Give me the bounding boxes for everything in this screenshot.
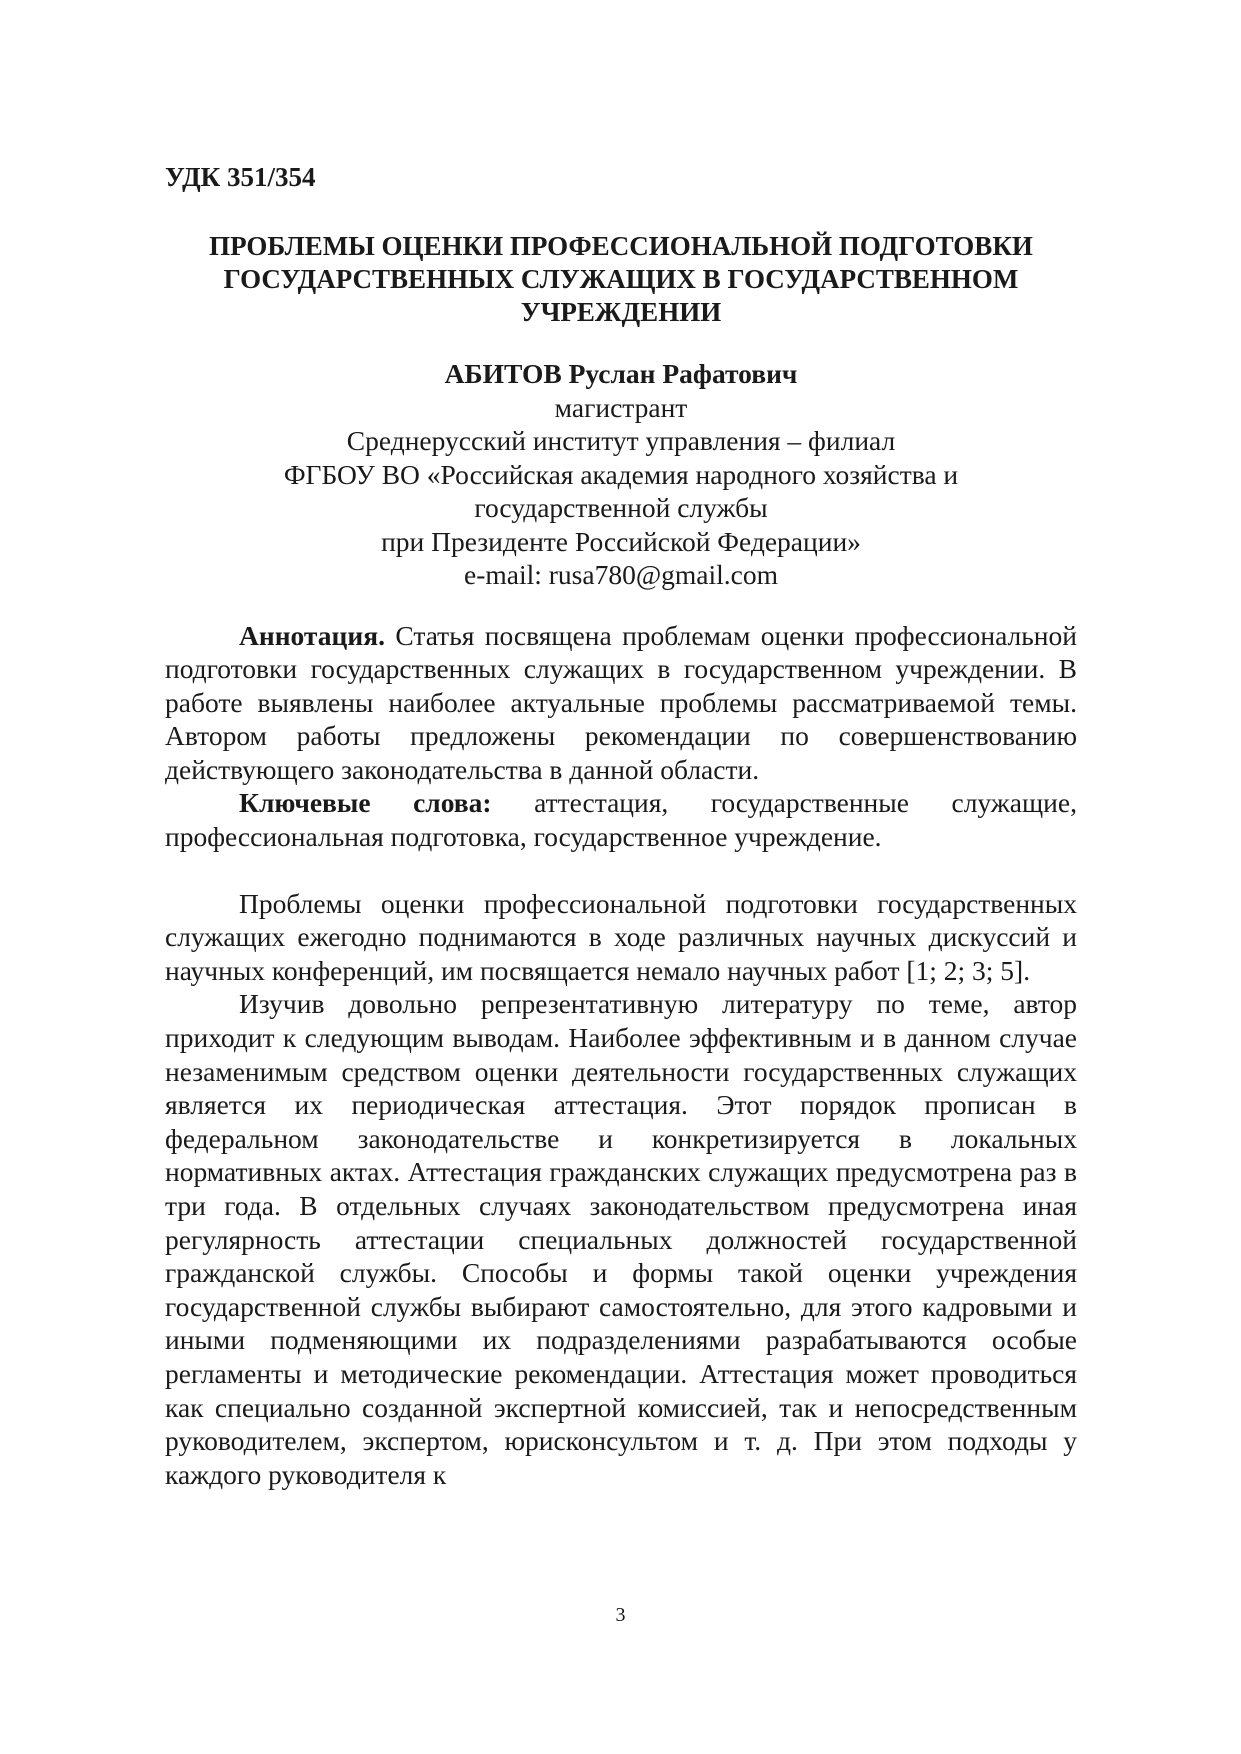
title-line-3: УЧРЕЖДЕНИИ (520, 297, 722, 327)
abstract-label: Аннотация. (239, 619, 385, 651)
document-page (165, 160, 1077, 1491)
body-paragraph-1: Проблемы оценки профессиональной подготовки государственных служащих ежегодно поднимаются в ходе различных научных дискуссий и научных конференций, им посвящается немало научных работ [1; 2; 3; 5]. (165, 887, 1077, 986)
keywords-text: аттестация, государственные служащие, профессиональная подготовка, государственное учреждение. (165, 787, 1077, 853)
abstract-text: Статья посвящена проблемам оценки профессиональной подготовки государственных служащих в государственном учреждении. В работе выявлены наиболее актуальные проблемы рассматриваемой темы. Автором работы предложены рекомендации по совершенствованию действующего законодательства в данной области. (165, 619, 1077, 785)
author-email: e-mail: rusa780@gmail.com (464, 559, 778, 590)
abstract (165, 619, 1077, 787)
affiliation-line-2: ФГБОУ ВО «Российская академия народного хозяйства и (283, 458, 959, 490)
author-name: АБИТОВ Руслан Рафатович (444, 358, 798, 389)
affiliation-line-1: Среднерусский институт управления – филиал (346, 425, 896, 456)
keywords-label: Ключевые слова: (239, 787, 492, 819)
affiliation-line-3: государственной службы (474, 492, 768, 523)
title-line-1: ПРОБЛЕМЫ ОЦЕНКИ ПРОФЕССИОНАЛЬНОЙ ПОДГОТОВКИ (209, 231, 1033, 261)
udk-code: УДК 351/354 (165, 162, 316, 192)
keywords (165, 786, 1077, 853)
section-spacer (165, 854, 1077, 887)
page-number: 3 (615, 1604, 626, 1626)
author-block (165, 357, 1077, 592)
author-position: магистрант (554, 391, 688, 423)
affiliation-line-4: при Президенте Российской Федерации» (381, 525, 861, 557)
title-line-2: ГОСУДАРСТВЕННЫХ СЛУЖАЩИХ В ГОСУДАРСТВЕННОМ (223, 264, 1019, 294)
body-paragraph-2: Изучив довольно репрезентативную литературу по теме, автор приходит к следующим выводам. Наиболее эффективным и в данном случае незаменимым средством оценки деятельности государственных служащих является их периодическая аттестация. Этот порядок прописан в федеральном законодательстве и конкретизируется в локальных нормативных актах. Аттестация гражданских служащих предусмотрена раз в три года. В отдельных случаях законодательством предусмотрена иная регулярность аттестации специальных должностей государственной гражданской службы. Способы и формы такой оценки учреждения государственной службы выбирают самостоятельно, для этого кадровыми и иными подменяющими их подразделениями разрабатываются особые регламенты и методические рекомендации. Аттестация может проводиться как специально созданной экспертной комиссией, так и непосредственным руководителем, экспертом, юрисконсультом и т. д. При этом подходы у каждого руководителя к (165, 988, 1077, 1490)
article-title (165, 230, 1077, 329)
